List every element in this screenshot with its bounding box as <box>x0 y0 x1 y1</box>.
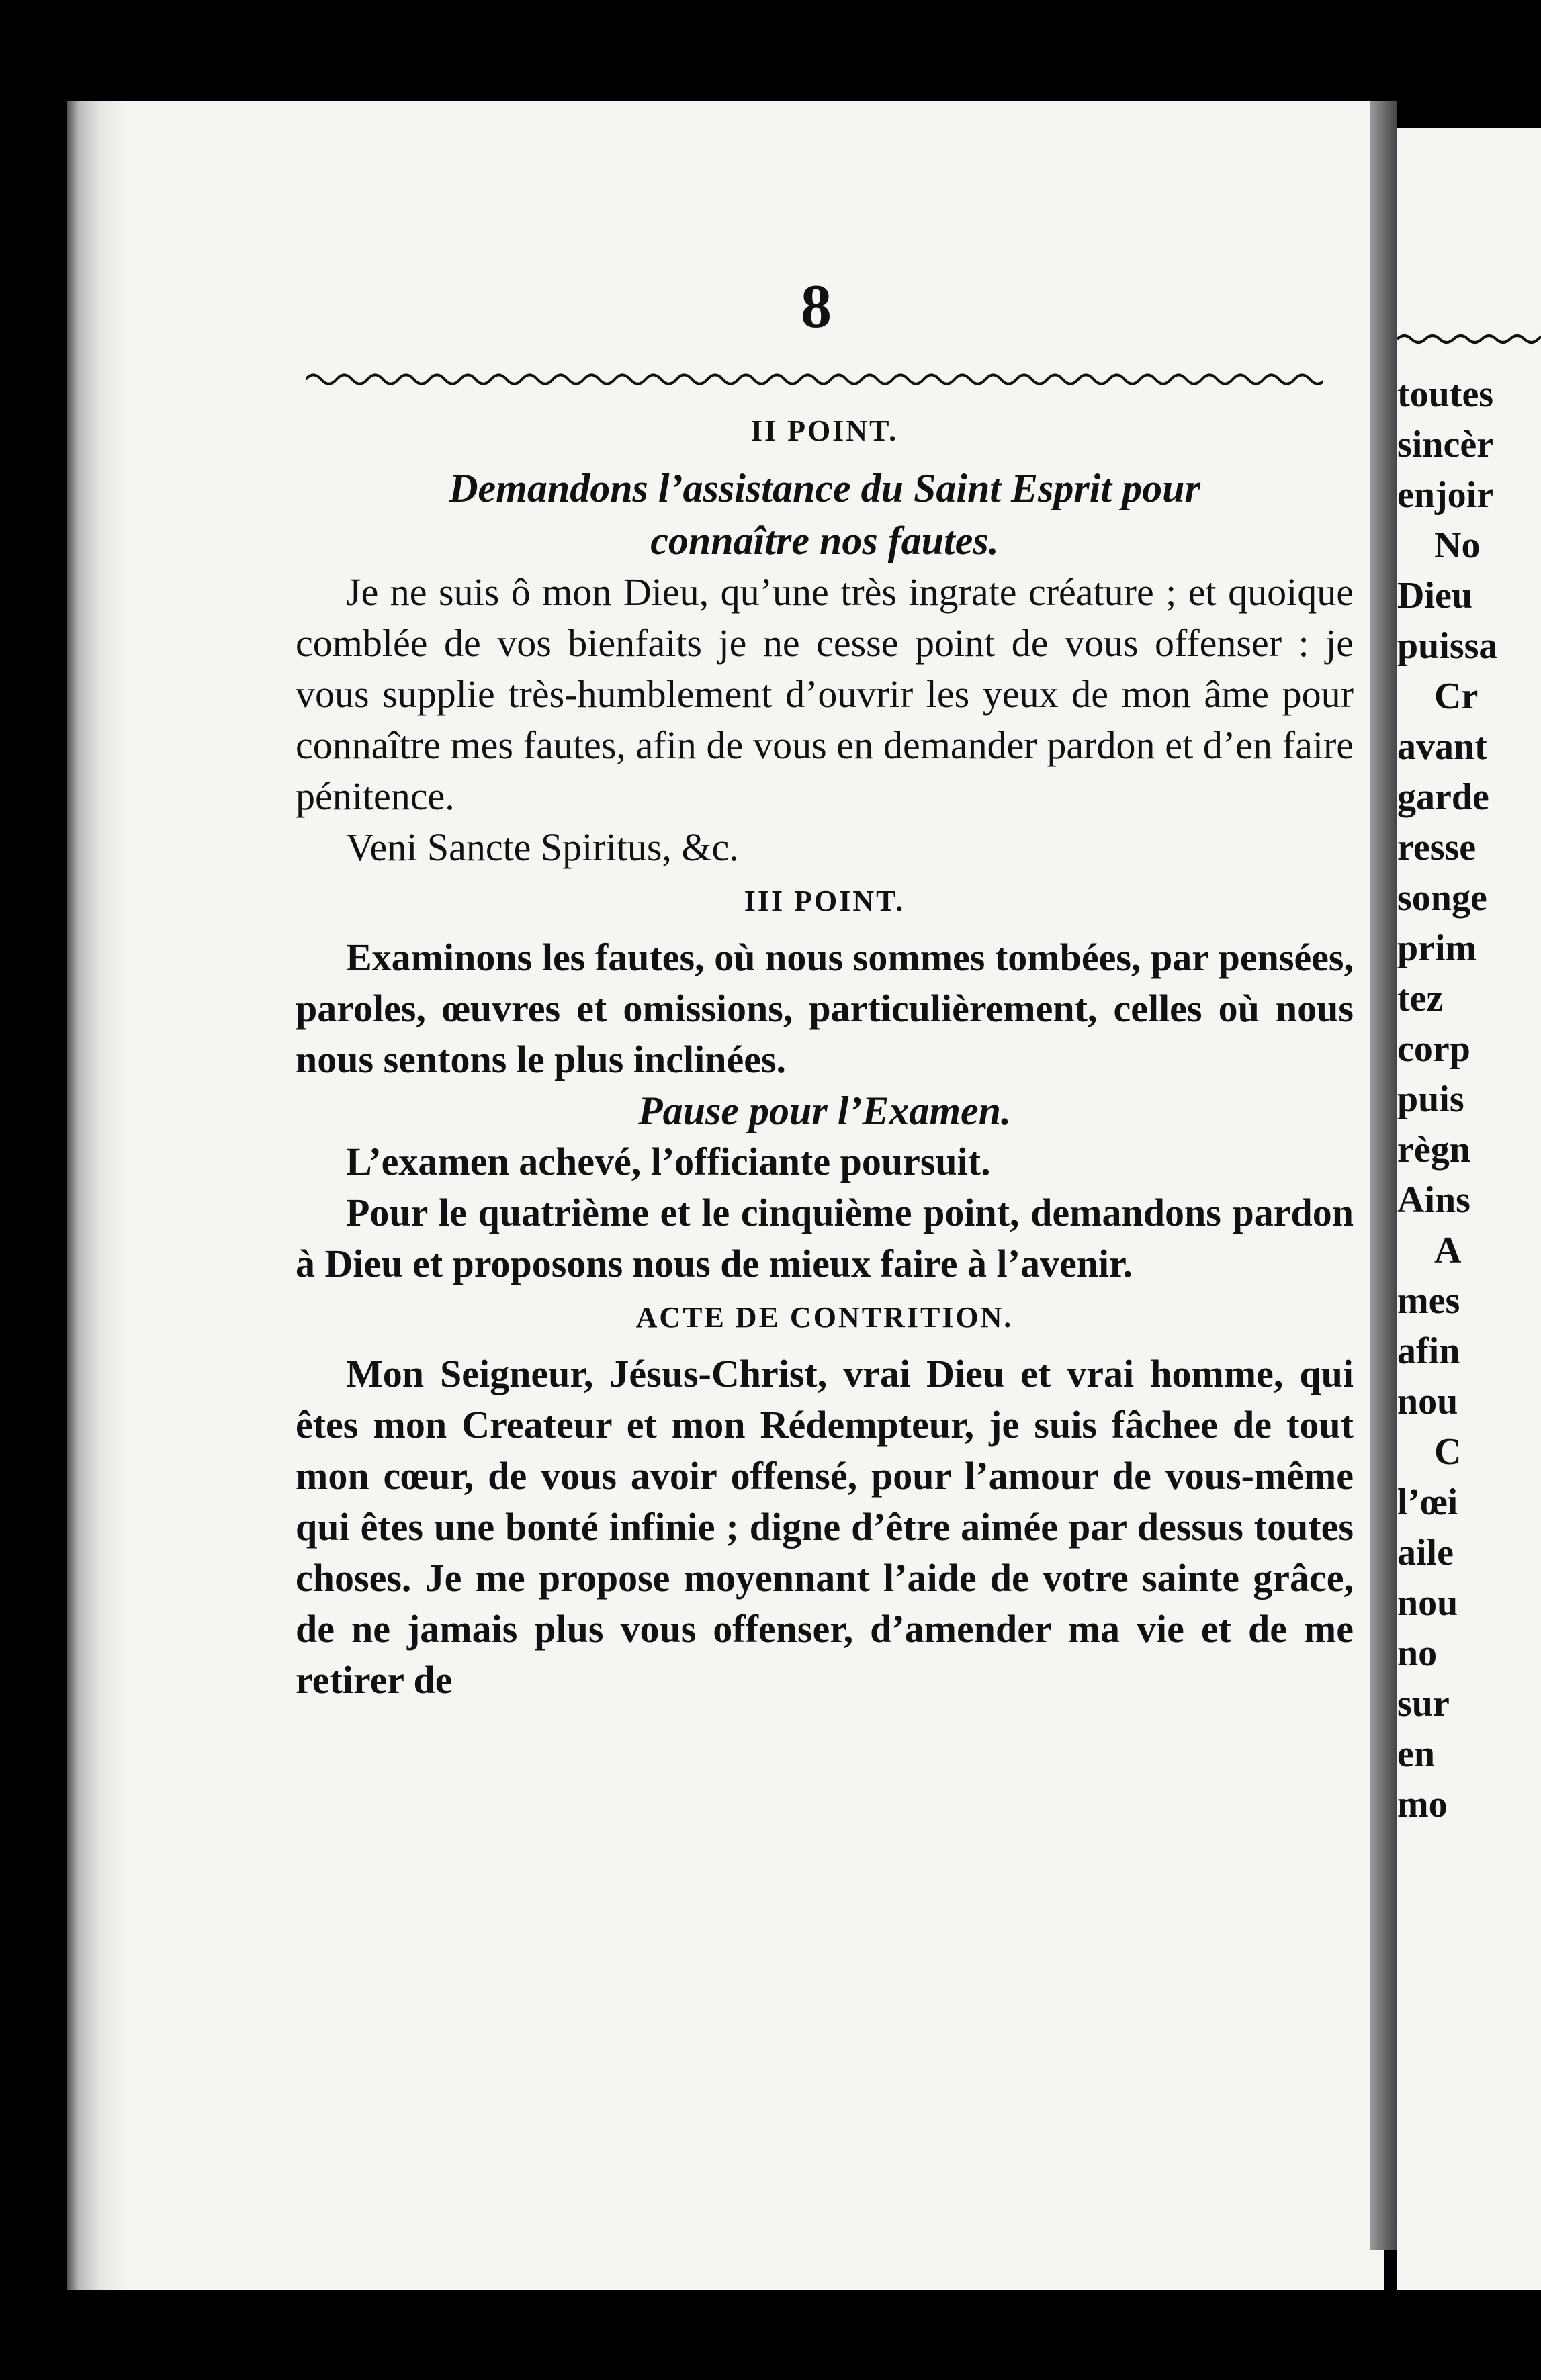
facing-line: garde <box>1397 776 1489 818</box>
facing-line: resse <box>1397 827 1477 868</box>
facing-line: toutes <box>1397 373 1494 415</box>
facing-line: l’œi <box>1397 1481 1458 1523</box>
section-heading-iii: III POINT. <box>744 884 906 917</box>
points-paragraph: Pour le quatrième et le cinquième point, demandons pardon à Dieu et proposons nous de mieux faire à l’avenir. <box>296 1191 1354 1285</box>
facing-line: avant <box>1397 726 1487 768</box>
section-title-line-1: Demandons l’assistance du Saint Esprit pour <box>449 466 1200 510</box>
facing-line: aile <box>1397 1532 1454 1573</box>
facing-line: puis <box>1397 1079 1464 1120</box>
facing-line: puissa <box>1397 625 1498 667</box>
facing-line: Ains <box>1397 1179 1470 1221</box>
facing-line: No <box>1434 524 1481 566</box>
examen-line: L’examen achevé, l’officiante poursuit. <box>346 1140 991 1183</box>
wavy-rule <box>306 366 1323 393</box>
facing-line: règn <box>1397 1129 1470 1171</box>
facing-line: mes <box>1397 1280 1460 1322</box>
paragraph-ii: Je ne suis ô mon Dieu, qu’une très ingrate créature ; et quoique comblée de vos bienfaits je ne cesse point de vous offenser : je vous supplie très-humblement d’ouvrir les yeux de mon âme pour connaître mes fautes, afin de vous en demander pardon et d’en faire pénitence. <box>296 570 1354 818</box>
prayer-line: Veni Sancte Spiritus, &c. <box>346 825 739 869</box>
facing-line: nou <box>1397 1381 1458 1422</box>
facing-line: afin <box>1397 1330 1460 1372</box>
facing-line: A <box>1434 1230 1462 1271</box>
facing-line: songe <box>1397 877 1487 919</box>
facing-page-fragment <box>1397 128 1541 2290</box>
facing-line: no <box>1397 1633 1438 1674</box>
facing-line: sur <box>1397 1683 1450 1725</box>
page-number: 8 <box>801 272 832 340</box>
facing-line: tez <box>1397 978 1444 1019</box>
section-title-line-2: connaître nos fautes. <box>650 518 999 563</box>
page-edge-shadow <box>67 101 128 2290</box>
paragraph-iii: Examinons les fautes, où nous sommes tombées, par pensées, paroles, œuvres et omissions, particulièrement, celles où nous nous sentons le plus inclinées. <box>296 935 1354 1081</box>
facing-line: sincèr <box>1397 424 1494 465</box>
facing-page-lines <box>1397 369 1541 1830</box>
contrition-heading: ACTE DE CONTRITION. <box>635 1301 1014 1334</box>
facing-line: en <box>1397 1733 1435 1775</box>
facing-line: prim <box>1397 927 1477 969</box>
section-heading-ii: II POINT. <box>750 414 899 447</box>
pause-heading: Pause pour l’Examen. <box>637 1089 1012 1133</box>
book-gutter <box>1370 101 1397 2250</box>
facing-line: corp <box>1397 1028 1470 1070</box>
facing-line: enjoir <box>1397 474 1494 516</box>
facing-line: mo <box>1397 1784 1448 1825</box>
facing-line: C <box>1434 1431 1462 1473</box>
contrition-paragraph: Mon Seigneur, Jésus-Christ, vrai Dieu et vrai homme, qui êtes mon Createur et mon Rédempteur, je suis fâchee de tout mon cœur, de vous avoir offensé, pour l’amour de vous-même qui êtes une bonté infinie ; digne d’être aimée par dessus toutes choses. Je me propose moyennant l’aide de votre sainte grâce, de ne jamais plus vous offenser, d’amender ma vie et de me retirer de <box>296 1352 1354 1702</box>
facing-line: Cr <box>1434 676 1479 717</box>
facing-line: nou <box>1397 1582 1458 1624</box>
facing-wavy-rule <box>1397 329 1541 349</box>
facing-line: Dieu <box>1397 575 1472 616</box>
page-text <box>296 403 1354 1706</box>
